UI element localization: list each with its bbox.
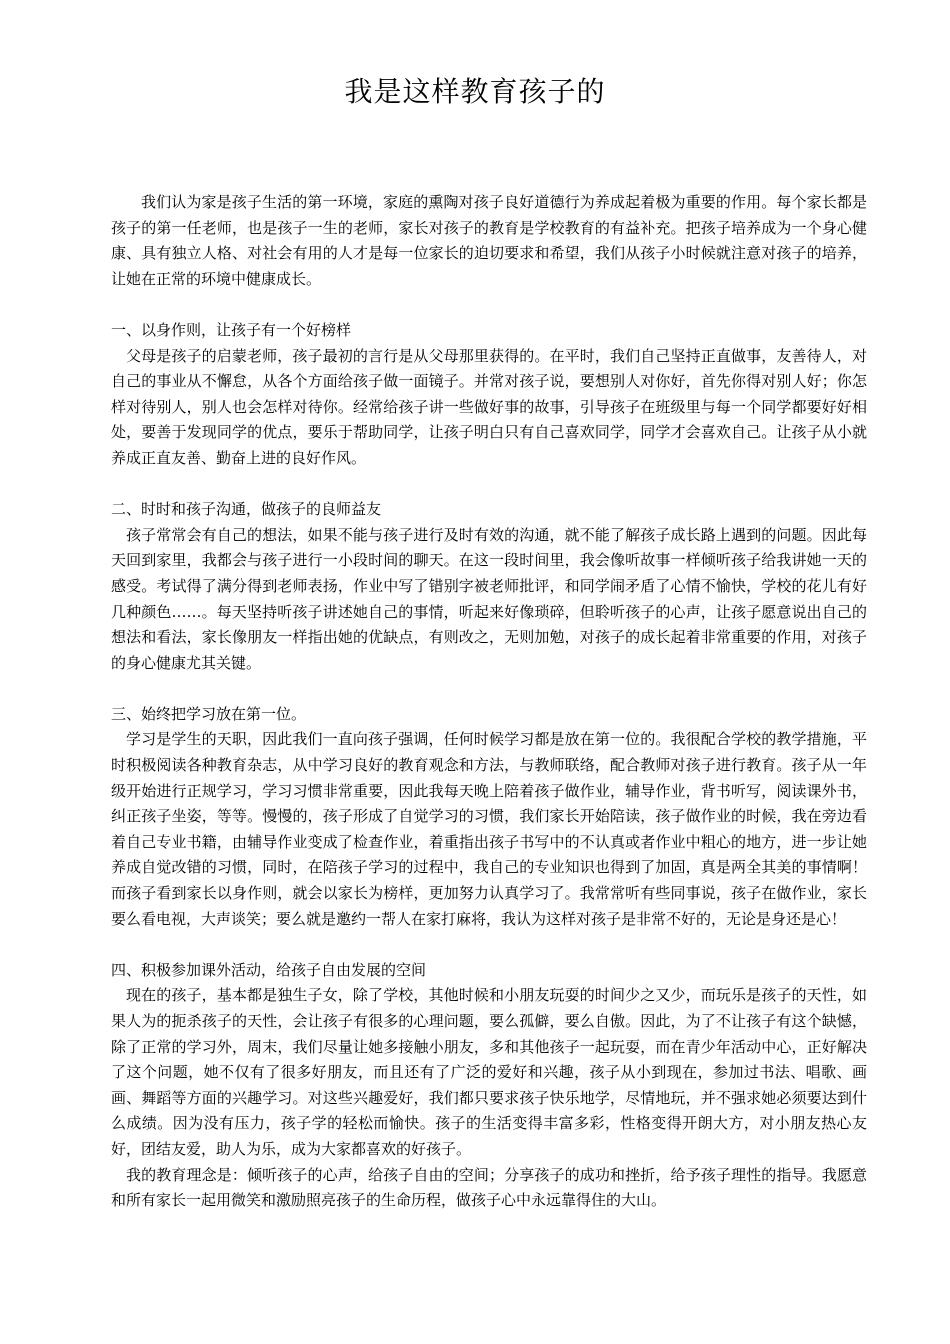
section-2-heading: 二、时时和孩子沟通，做孩子的良师益友: [111, 500, 382, 519]
section-3-heading: 三、始终把学习放在第一位。: [111, 704, 307, 723]
section-spacer: [111, 676, 867, 702]
document-title: 我是这样教育孩子的: [344, 75, 606, 108]
section-3-paragraph: 学习是学生的天职，因此我们一直向孩子强调，任何时候学习都是放在第一位的。我很配合学校的教学措施，平时积极阅读各种教育杂志，从中学习良好的教育观念和方法，与教师联络，配合教师对孩子进行教育。孩子从一年级开始进行正规学习，学习习惯非常重要，因此我每天晚上陪着孩子做作业，辅导作业，背书听写，阅读课外书，纠正孩子坐姿，等等。慢慢的，孩子形成了自觉学习的习惯，我们家长开始陪读，孩子做作业的时候，我在旁边看着自己专业书籍，由辅导作业变成了检查作业，着重指出孩子书写中的不认真或者作业中粗心的地方，进一步让她养成自觉改错的习惯，同时，在陪孩子学习的过程中，我自己的专业知识也得到了加固，真是两全其美的事情啊！而孩子看到家长以身作则，就会以家长为榜样，更加努力认真学习了。我常常听有些同事说，孩子在做作业，家长要么看电视，大声谈笑；要么就是邀约一帮人在家打麻将，我认为这样对孩子是非常不好的，无论是身还是心！: [111, 730, 867, 928]
document-body: [111, 190, 867, 1214]
section-1-paragraph: 父母是孩子的启蒙老师，孩子最初的言行是从父母那里获得的。在平时，我们自己坚持正直做事，友善待人，对自己的事业从不懈怠，从各个方面给孩子做一面镜子。并常对孩子说，要想别人对你好，首先你得对别人好；你怎样对待别人，别人也会怎样对待你。经常给孩子讲一些做好事的故事，引导孩子在班级里与每一个同学都要好好相处，要善于发现同学的优点，要乐于帮助同学，让孩子明白只有自己喜欢同学，同学才会喜欢自己。让孩子从小就养成正直友善、勤奋上进的良好作风。: [111, 346, 867, 467]
section-4-paragraph: 现在的孩子，基本都是独生子女，除了学校，其他时候和小朋友玩耍的时间少之又少，而玩乐是孩子的天性，如果人为的扼杀孩子的天性，会让孩子有很多的心理问题，要么孤僻，要么自傲。因此，为了不让孩子有这个缺憾，除了正常的学习外，周末，我们尽量让她多接触小朋友，多和其他孩子一起玩耍，而在青少年活动中心，正好解决了这个问题，她不仅有了很多好朋友，而且还有了广泛的爱好和兴趣，孩子从小到现在，参加过书法、唱歌、画画、舞蹈等方面的兴趣学习。对这些兴趣爱好，我们都只要求孩子快乐地学，尽情地玩，并不强求她必须要达到什么成绩。因为没有压力，孩子学的轻松而愉快。孩子的生活变得丰富多彩，性格变得开朗大方，对小朋友热心友好，团结友爱，助人为乐，成为大家都喜欢的好孩子。: [111, 986, 867, 1158]
section-spacer: [111, 932, 867, 958]
closing-paragraph: 我的教育理念是：倾听孩子的心声，给孩子自由的空间；分享孩子的成功和挫折，给予孩子理性的指导。我愿意和所有家长一起用微笑和激励照亮孩子的生命历程，做孩子心中永远靠得住的大山。: [111, 1165, 867, 1210]
intro-paragraph: 我们认为家是孩子生活的第一环境，家庭的熏陶对孩子良好道德行为养成起着极为重要的作用。每个家长都是孩子的第一任老师，也是孩子一生的老师，家长对孩子的教育是学校教育的有益补充。把孩子培养成为一个身心健康、具有独立人格、对社会有用的人才是每一位家长的迫切要求和希望，我们从孩子小时候就注意对孩子的培养，让她在正常的环境中健康成长。: [111, 193, 867, 288]
section-spacer: [111, 472, 867, 498]
section-4-heading: 四、积极参加课外活动，给孩子自由发展的空间: [111, 960, 427, 979]
section-1-heading: 一、以身作则，让孩子有一个好榜样: [111, 320, 352, 339]
section-2-paragraph: 孩子常常会有自己的想法，如果不能与孩子进行及时有效的沟通，就不能了解孩子成长路上遇到的问题。因此每天回到家里，我都会与孩子进行一小段时间的聊天。在这一段时间里，我会像听故事一样倾听孩子给我讲她一天的感受。考试得了满分得到老师表扬，作业中写了错别字被老师批评，和同学闹矛盾了心情不愉快，学校的花儿有好几种颜色……。每天坚持听孩子讲述她自己的事情，听起来好像琐碎，但聆听孩子的心声，让孩子愿意说出自己的想法和看法，家长像朋友一样指出她的优缺点，有则改之，无则加勉，对孩子的成长起着非常重要的作用，对孩子的身心健康尤其关键。: [111, 525, 867, 672]
section-spacer: [111, 292, 867, 318]
